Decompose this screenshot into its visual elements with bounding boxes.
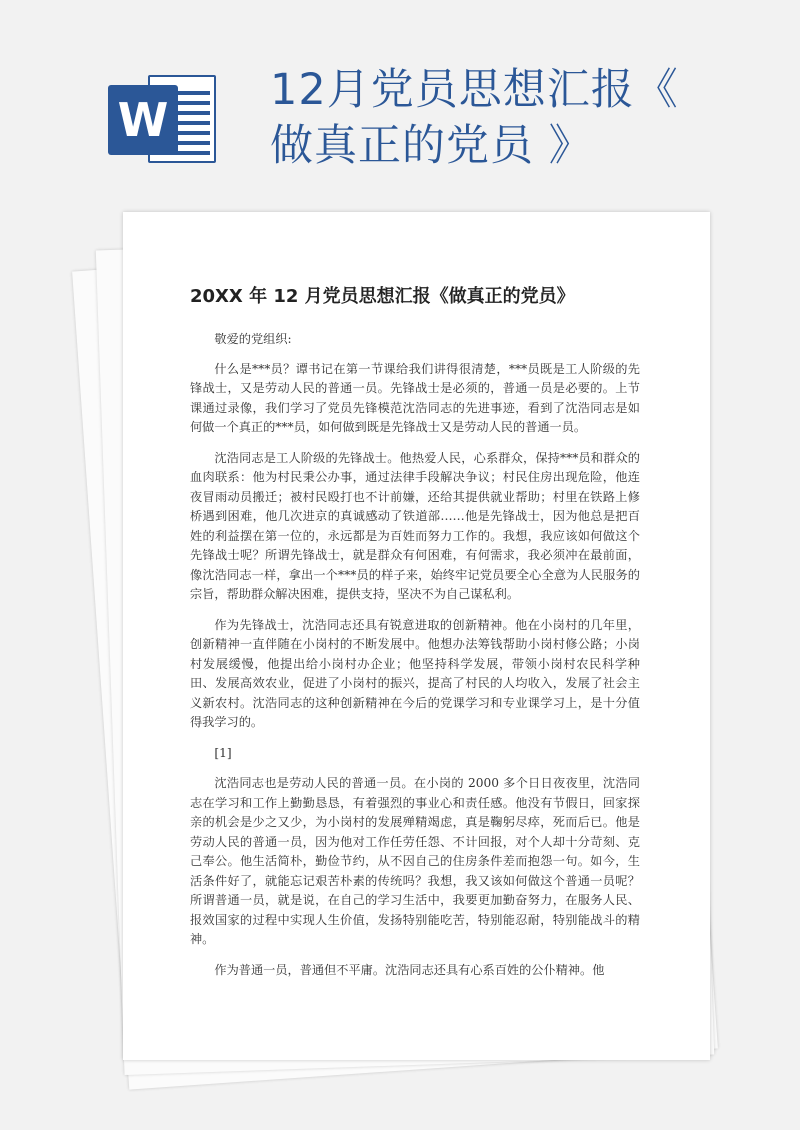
- banner-title-line-2: 做真正的党员 》: [270, 121, 593, 171]
- paragraph: 作为先锋战士，沈浩同志还具有锐意进取的创新精神。他在小岗村的几年里，创新精神一直伴随在小岗村的不断发展中。他想办法筹钱帮助小岗村修公路；小岗村发展缓慢，他提出给小岗村办企业；他坚持科学发展，带领小岗村农民科学种田、发展高效农业，促进了小岗村的振兴，提高了村民的人均收入，发展了社会主义新农村。沈浩同志的这种创新精神在今后的党课学习和专业课学习上，是十分值得我学习的。: [190, 617, 640, 729]
- paragraph: 沈浩同志也是劳动人民的普通一员。在小岗的 2000 多个日日夜夜里，沈浩同志在学习和工作上勤勤恳恳，有着强烈的事业心和责任感。他没有节假日，回家探亲的机会是少之又少，为小岗村的发展殚精竭虑，真是鞠躬尽瘁，死而后已。他是劳动人民的普通一员，因为他对工作任劳任怨、不计回报，对个人却十分苛刻、克己奉公。他生活简朴，勤俭节约，从不因自己的住房条件差而抱怨一句。如今，生活条件好了，就能忘记艰苦朴素的传统吗？我想，我又该如何做这个普通一员呢？所谓普通一员，就是说，在自己的学习生活中，我要更加勤奋努力，在服务人民、报效国家的过程中实现人生价值，发扬特别能吃苦，特别能忍耐，特别能战斗的精神。: [190, 776, 640, 946]
- document-title: 20XX 年 12 月党员思想汇报《做真正的党员》: [190, 286, 575, 307]
- document-page: [123, 212, 710, 1060]
- salutation: 敬爱的党组织:: [214, 332, 292, 346]
- paragraph: 沈浩同志是工人阶级的先锋战士。他热爱人民，心系群众，保持***员和群众的血肉联系：他为村民秉公办事，通过法律手段解决争议；村民住房出现危险，他连夜冒雨动员搬迁；被村民殴打也不计前嫌，还给其提供就业帮助；村里在铁路上修桥遇到困难，他几次进京的真诚感动了铁道部……他是先锋战士，因为他总是把百姓的利益摆在第一位的，永远都是为百姓而努力工作的。我想，我应该如何做这个先锋战士呢？所谓先锋战士，就是群众有何困难，有何需求，我必须冲在最前面，像沈浩同志一样，拿出一个***员的样子来，始终牢记党员要全心全意为人民服务的宗旨，帮助群众解决困难，提供支持，坚决不为自己谋私利。: [190, 450, 640, 601]
- paragraph: 作为普通一员，普通但不平庸。沈浩同志还具有心系百姓的公仆精神。他: [214, 962, 605, 977]
- footnote-marker: [1]: [214, 745, 232, 760]
- banner-title: [270, 62, 770, 174]
- word-letter-badge: W: [108, 85, 178, 155]
- banner-title-line-1: 12月党员思想汇报《: [270, 65, 679, 115]
- header-banner: [0, 0, 800, 210]
- paragraph: 什么是***员？谭书记在第一节课给我们讲得很清楚，***员既是工人阶级的先锋战士，又是劳动人民的普通一员。先锋战士是必须的，普通一员是必要的。上节课通过录像，我们学习了党员先锋模范沈浩同志的先进事迹，看到了沈浩同志是如何做一个真正的***员，如何做到既是先锋战士又是劳动人民的普通一员。: [190, 361, 640, 434]
- word-document-icon: [108, 75, 218, 165]
- document-body: [190, 330, 640, 991]
